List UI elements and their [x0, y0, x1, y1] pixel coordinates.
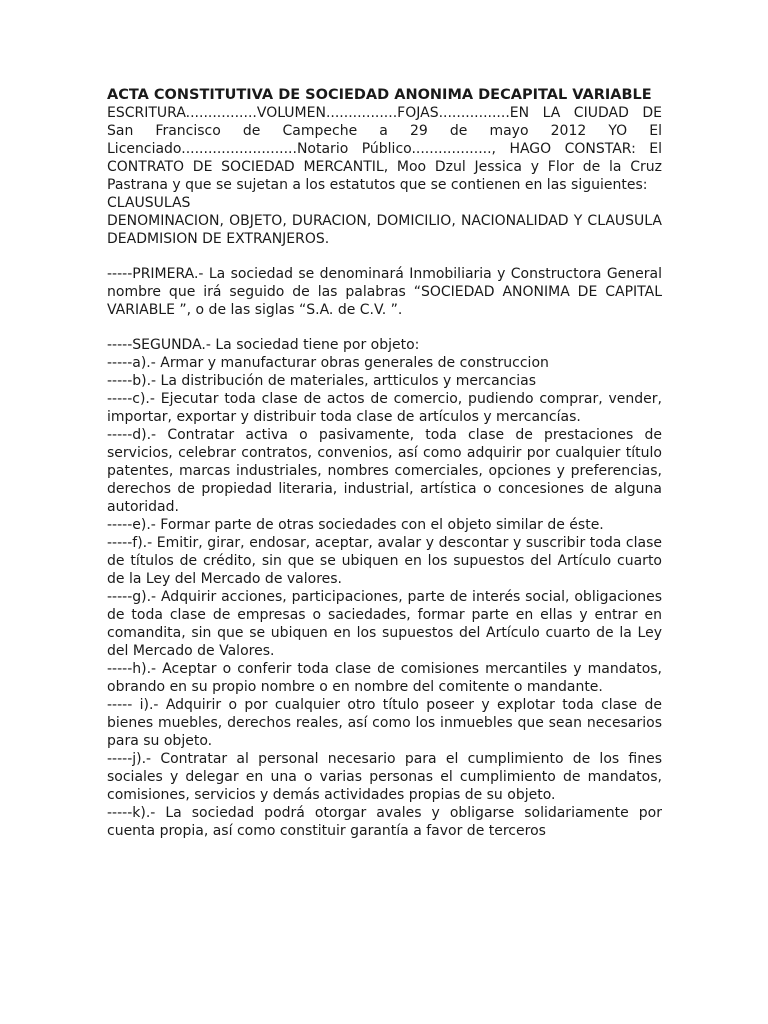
- intro-paragraph: ESCRITURA................VOLUMEN................FOJAS................EN LA CIUDAD DE San Francisco de Campeche a 29 de mayo 2012 YO El Licenciado..........................Notario Público.................., HAGO CONSTAR: El CONTRATO DE SOCIEDAD MERCANTIL, Moo Dzul Jessica y Flor de la Cruz Pastrana y que se sujetan a los estatutos que se contienen en las siguientes:: [107, 105, 662, 193]
- spacer: [107, 319, 662, 336]
- clause-segunda-item-a: -----a).- Armar y manufacturar obras generales de construccion: [107, 355, 549, 371]
- clause-primera: -----PRIMERA.- La sociedad se denominará Inmobiliaria y Constructora General nombre que irá seguido de las palabras “SOCIEDAD ANONIMA DE CAPITAL VARIABLE ”, o de las siglas “S.A. de C.V. ”.: [107, 266, 662, 318]
- spacer: [107, 248, 662, 265]
- clause-segunda-item-j: -----j).- Contratar al personal necesario para el cumplimiento de los fines sociales y delegar en una o varias personas el cumplimiento de mandatos, comisiones, servicios y demás actividades propias de su objeto.: [107, 751, 662, 803]
- clause-segunda-item-d: -----d).- Contratar activa o pasivamente, toda clase de prestaciones de servicios, celebrar contratos, convenios, así como adquirir por cualquier título patentes, marcas industriales, nombres comerciales, opciones y preferencias, derechos de propiedad literaria, industrial, artística o concesiones de alguna autoridad.: [107, 427, 662, 515]
- clause-segunda-item-i: ----- i).- Adquirir o por cualquier otro título poseer y explotar toda clase de bienes muebles, derechos reales, así como los inmuebles que sean necesarios para su objeto.: [107, 697, 662, 749]
- clause-segunda-item-g: -----g).- Adquirir acciones, participaciones, parte de interés social, obligaciones de toda clase de empresas o saciedades, formar parte en ellas y entrar en comandita, sin que se ubiquen en los supuestos del Artículo cuarto de la Ley del Mercado de Valores.: [107, 589, 662, 659]
- clause-segunda-item-e: -----e).- Formar parte de otras sociedades con el objeto similar de éste.: [107, 517, 604, 533]
- clausulas-heading: CLAUSULAS: [107, 195, 191, 211]
- clause-segunda-item-b: -----b).- La distribución de materiales, artticulos y mercancias: [107, 373, 537, 389]
- clause-segunda-item-h: -----h).- Aceptar o conferir toda clase de comisiones mercantiles y mandatos, obrando en su propio nombre o en nombre del comitente o mandante.: [107, 661, 662, 695]
- clause-segunda-item-k: -----k).- La sociedad podrá otorgar avales y obligarse solidariamente por cuenta propia, así como constituir garantía a favor de terceros: [107, 805, 662, 839]
- document-title: ACTA CONSTITUTIVA DE SOCIEDAD ANONIMA DECAPITAL VARIABLE: [107, 87, 652, 103]
- clause-segunda-item-f: -----f).- Emitir, girar, endosar, aceptar, avalar y descontar y suscribir toda clase de títulos de crédito, sin que se ubiquen en los supuestos del Artículo cuarto de la Ley del Mercado de valores.: [107, 535, 662, 587]
- clause-segunda-intro: -----SEGUNDA.- La sociedad tiene por objeto:: [107, 337, 420, 353]
- clause-segunda-item-c: -----c).- Ejecutar toda clase de actos de comercio, pudiendo comprar, vender, importar, exportar y distribuir toda clase de artículos y mercancías.: [107, 391, 662, 425]
- clausulas-list: DENOMINACION, OBJETO, DURACION, DOMICILIO, NACIONALIDAD Y CLAUSULA DEADMISION DE EXTRANJEROS.: [107, 213, 662, 247]
